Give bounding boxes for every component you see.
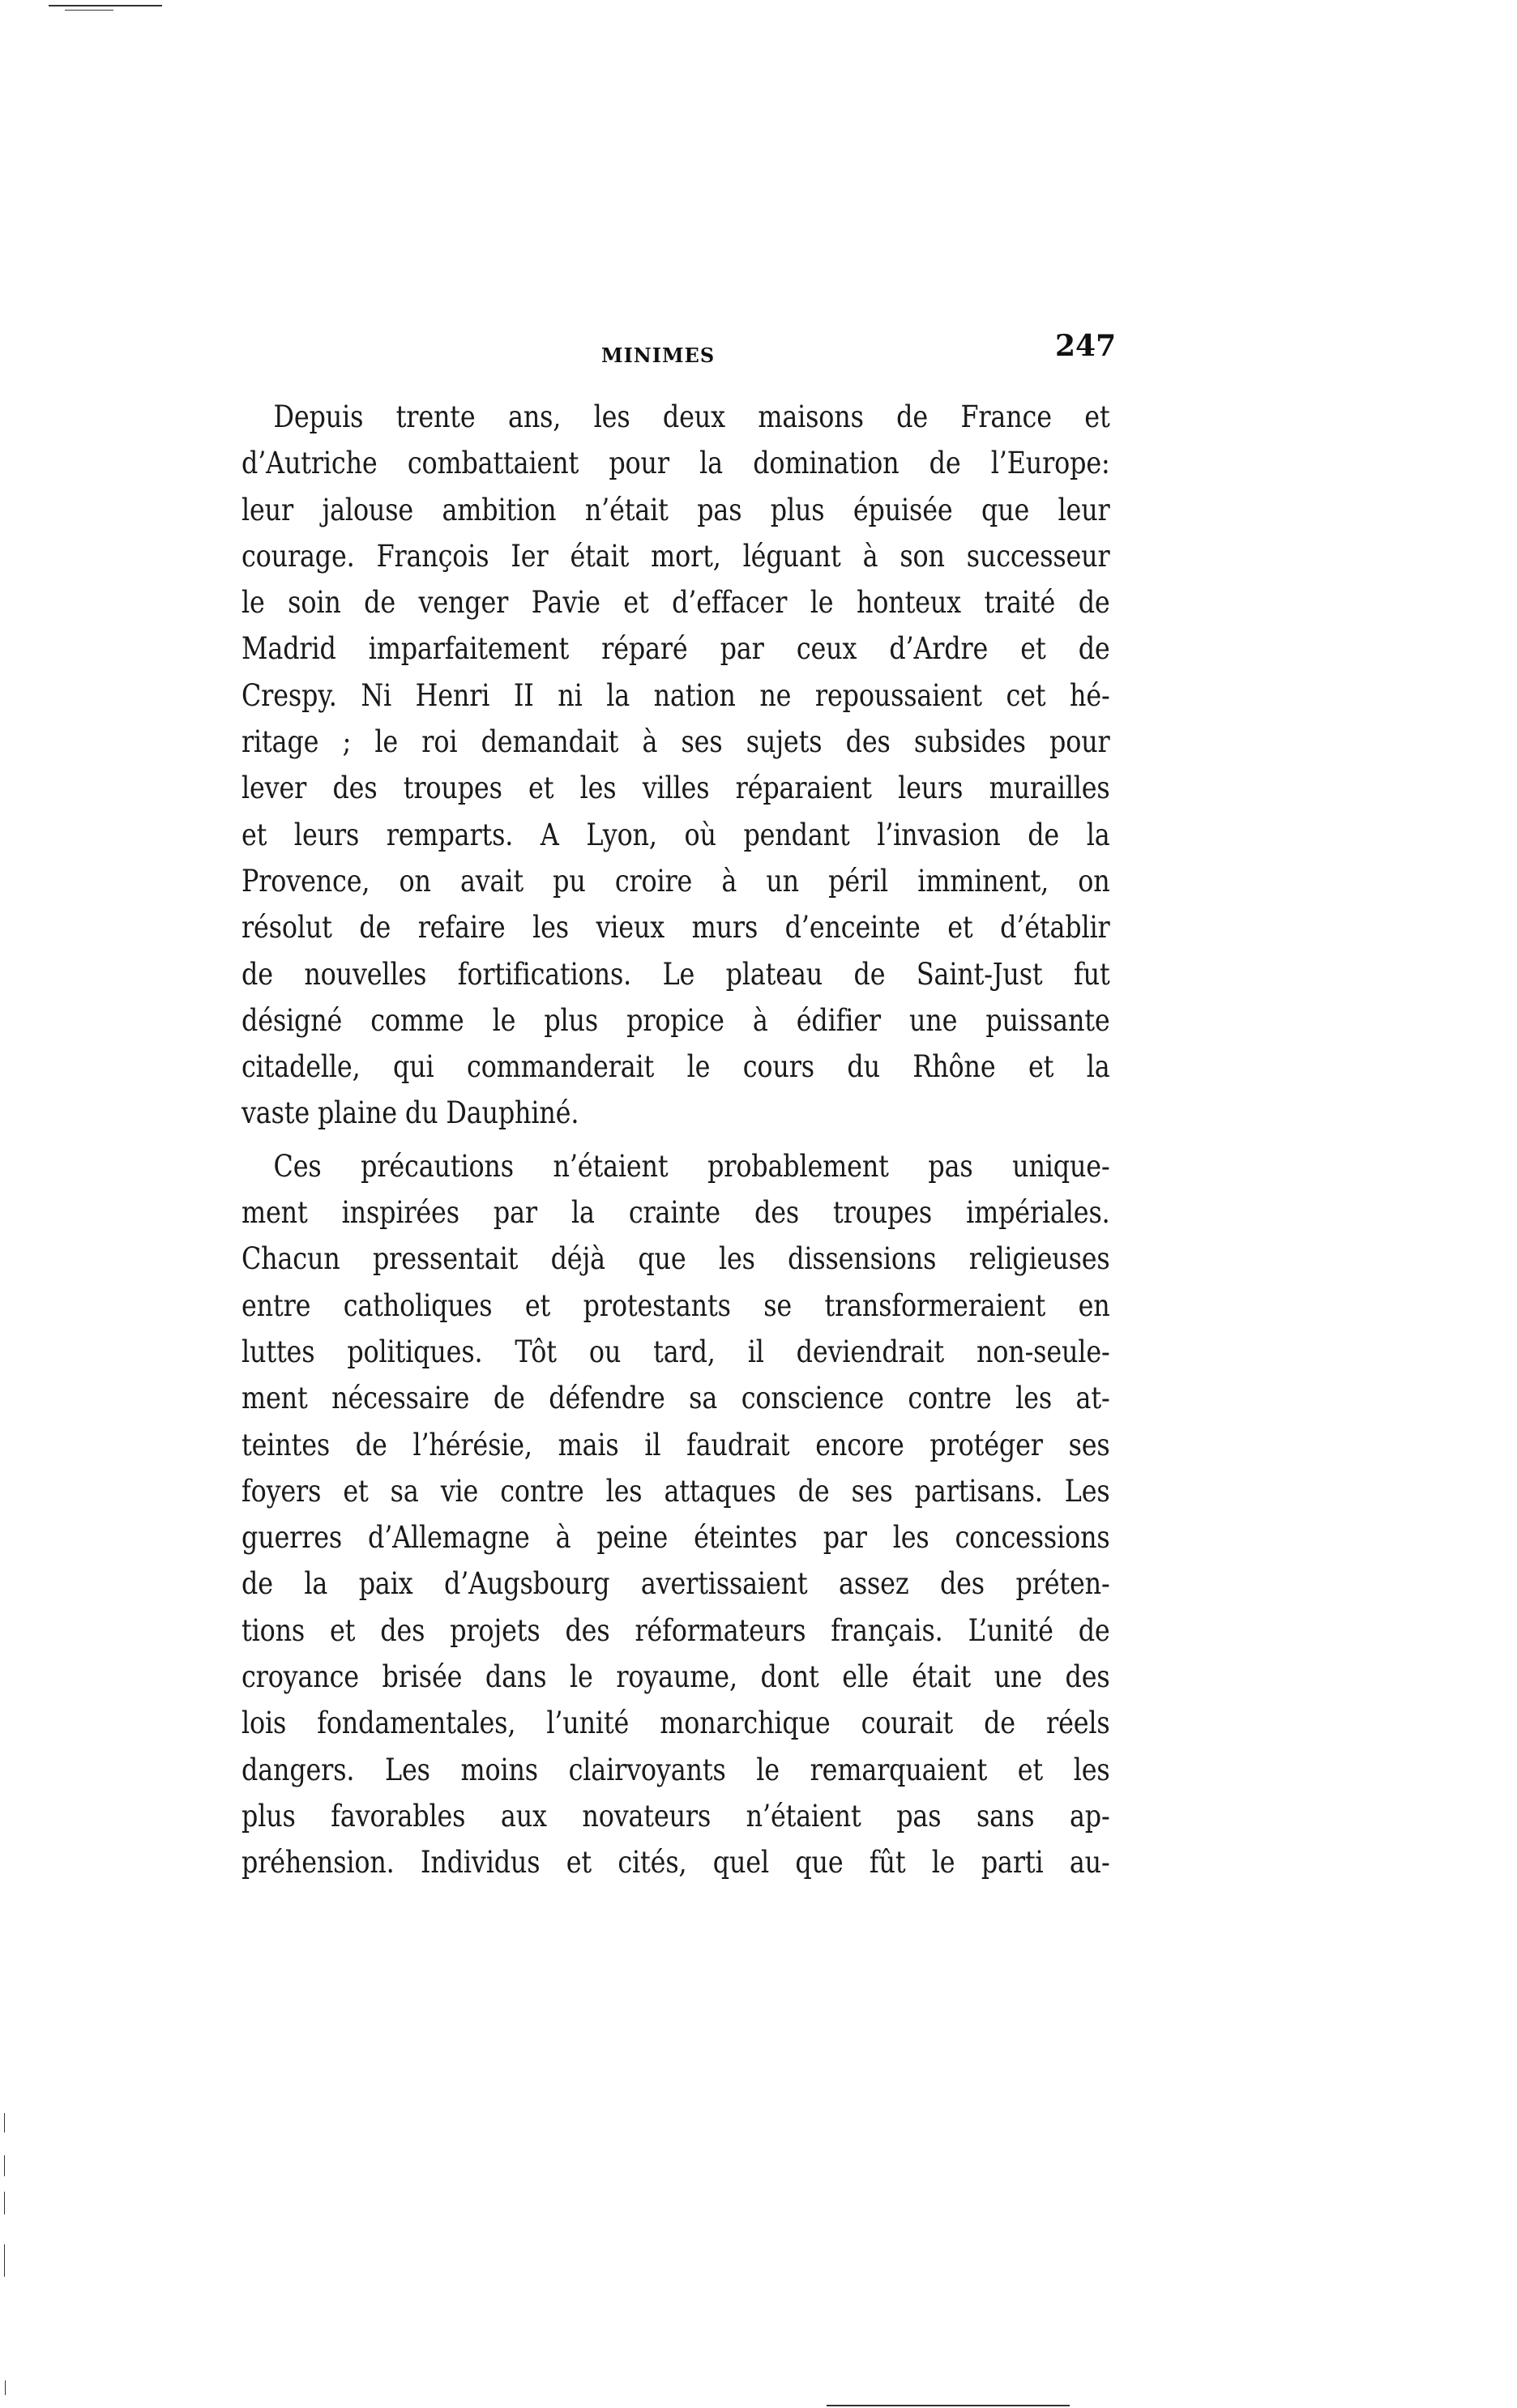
text-line: lever des troupes et les villes réparaient leurs murailles — [241, 771, 1110, 806]
scan-edge-left — [4, 2113, 5, 2133]
text-line: citadelle, qui commanderait le cours du Rhône et la — [241, 1049, 1110, 1085]
text-line: courage. François Ier était mort, léguant à son successeur — [241, 538, 1110, 574]
text-line: plus favorables aux novateurs n’étaient pas sans ap- — [241, 1798, 1110, 1834]
scan-edge-bottom — [827, 2405, 1070, 2406]
text-line: de nouvelles fortifications. Le plateau de Saint-Just fut — [241, 956, 1110, 992]
text-line: Crespy. Ni Henri II ni la nation ne repoussaient cet hé- — [241, 677, 1110, 713]
text-line: préhension. Individus et cités, quel que fût le parti au- — [241, 1845, 1110, 1881]
text-line: vaste plaine du Dauphiné. — [241, 1095, 579, 1131]
text-line: guerres d’Allemagne à peine éteintes par les concessions — [241, 1520, 1110, 1556]
text-line: résolut de refaire les vieux murs d’enceinte et d’établir — [241, 910, 1110, 946]
text-line: et leurs remparts. A Lyon, où pendant l’invasion de la — [241, 817, 1110, 852]
text-line: le soin de venger Pavie et d’effacer le honteux traité de — [241, 585, 1110, 621]
text-line: leur jalouse ambition n’était pas plus épuisée que leur — [241, 492, 1110, 527]
text-line: de la paix d’Augsbourg avertissaient assez des préten- — [241, 1566, 1110, 1602]
text-line: entre catholiques et protestants se transformeraient en — [241, 1287, 1110, 1323]
text-line: teintes de l’hérésie, mais il faudrait encore protéger ses — [241, 1427, 1110, 1462]
text-line: Depuis trente ans, les deux maisons de France et — [273, 399, 1110, 434]
text-line: Chacun pressentait déjà que les dissensions religieuses — [241, 1241, 1110, 1277]
page-number: 247 — [1055, 329, 1117, 363]
text-line: ritage ; le roi demandait à ses sujets des subsides pour — [241, 724, 1110, 760]
text-line: ment nécessaire de défendre sa conscience contre les at- — [241, 1381, 1110, 1416]
text-line: tions et des projets des réformateurs français. L’unité de — [241, 1612, 1110, 1648]
text-line: lois fondamentales, l’unité monarchique courait de réels — [241, 1706, 1110, 1741]
running-head-title: MINIMES — [601, 344, 716, 367]
text-line: dangers. Les moins clairvoyants le remarquaient et les — [241, 1752, 1110, 1787]
scan-edge-top — [49, 5, 162, 6]
scan-edge-left — [4, 2155, 5, 2176]
scan-edge-left — [4, 2192, 5, 2214]
paragraph-gap — [241, 1137, 1110, 1143]
text-line: Madrid imparfaitement réparé par ceux d’Ardre et de — [241, 631, 1110, 667]
text-line: Provence, on avait pu croire à un péril imminent, on — [241, 863, 1110, 899]
scan-edge-left — [4, 2244, 5, 2277]
text-line: foyers et sa vie contre les attaques de ses partisans. Les — [241, 1473, 1110, 1509]
scan-edge-top — [65, 10, 113, 11]
text-line: croyance brisée dans le royaume, dont elle était une des — [241, 1659, 1110, 1695]
text-line: Ces précautions n’étaient probablement pas unique- — [273, 1148, 1110, 1184]
text-line: luttes politiques. Tôt ou tard, il deviendrait non-seule- — [241, 1334, 1110, 1369]
text-line: d’Autriche combattaient pour la domination de l’Europe: — [241, 446, 1110, 481]
text-line: ment inspirées par la crainte des troupes impériales. — [241, 1195, 1110, 1231]
text-line: désigné comme le plus propice à édifier une puissante — [241, 1002, 1110, 1038]
body-text — [241, 394, 1110, 1886]
scan-edge-left — [5, 2380, 6, 2395]
